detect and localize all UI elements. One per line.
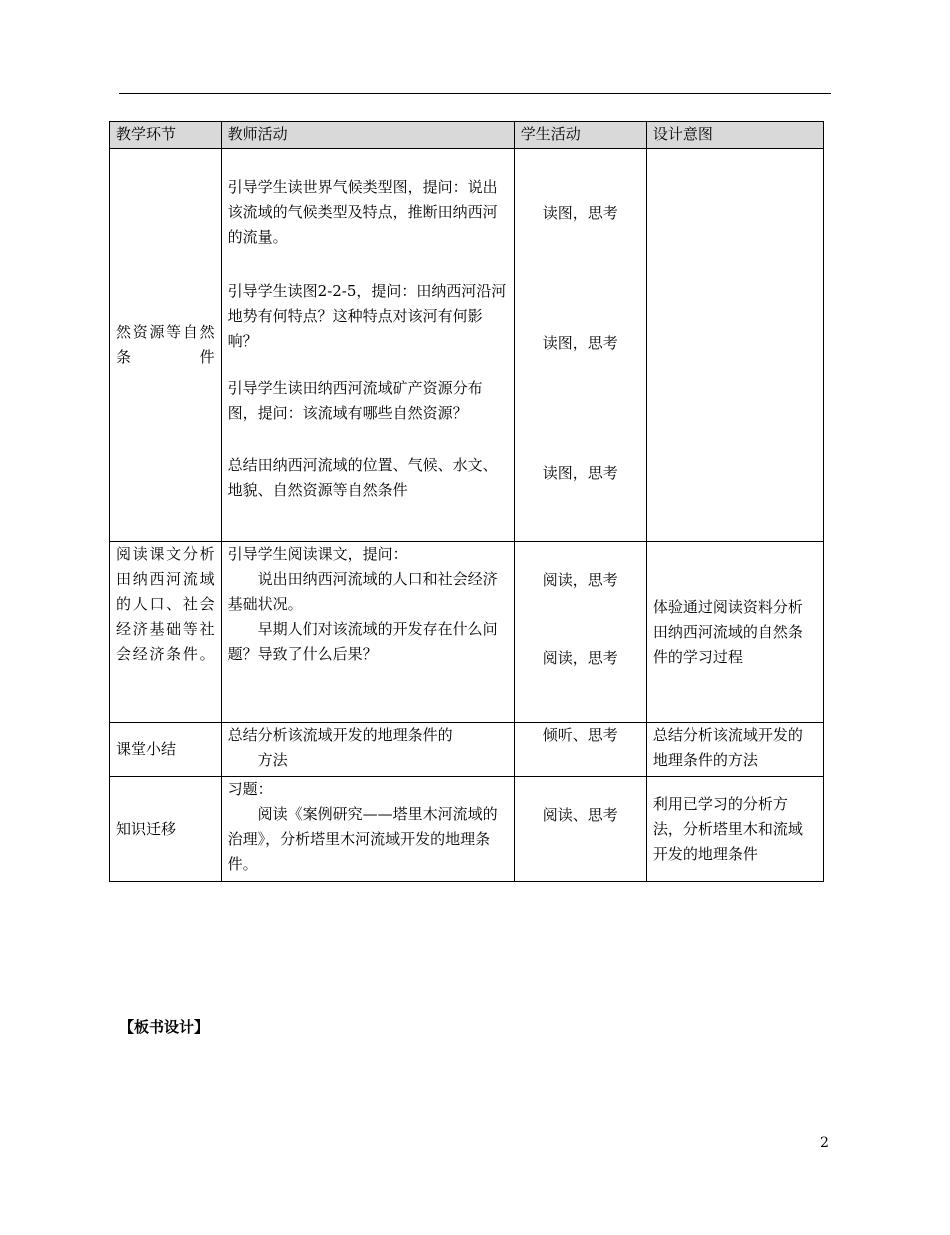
intent-cell bbox=[646, 149, 823, 542]
student-cell bbox=[514, 723, 646, 777]
student-text: 读图，思考 bbox=[542, 334, 618, 352]
student-text: 倾听、思考 bbox=[542, 726, 618, 744]
teacher-text: 引导学生读田纳西河流域矿产资源分布图，提问：该流域有哪些自然资源？ bbox=[227, 379, 483, 422]
student-text: 读图，思考 bbox=[542, 204, 618, 222]
header-stage: 教学环节 bbox=[110, 122, 222, 149]
lesson-table bbox=[109, 121, 824, 882]
student-cell bbox=[514, 149, 646, 542]
teacher-cell bbox=[221, 777, 514, 882]
stage-cell: 课堂小结 bbox=[110, 723, 222, 777]
intent-cell bbox=[646, 777, 823, 882]
intent-text: 利用已学习的分析方法，分析塔里木和流域开发的地理条件 bbox=[652, 794, 803, 863]
table-row bbox=[110, 542, 824, 723]
teacher-cell bbox=[221, 723, 514, 777]
header-rule bbox=[119, 93, 831, 94]
teacher-text: 总结田纳西河流域的位置、气候、水文、地貌、自然资源等自然条件 bbox=[227, 456, 498, 499]
table-row bbox=[110, 149, 824, 542]
board-design-heading: 【板书设计】 bbox=[119, 1018, 210, 1036]
teacher-cell bbox=[221, 542, 514, 723]
teacher-text: 习题： bbox=[227, 780, 273, 798]
table-row bbox=[110, 777, 824, 882]
teacher-text: 早期人们对该流域的开发存在什么问题？导致了什么后果？ bbox=[227, 620, 498, 663]
student-text: 读图，思考 bbox=[542, 464, 618, 482]
stage-cell: 知识迁移 bbox=[110, 777, 222, 882]
teacher-text: 方法 bbox=[257, 751, 288, 769]
stage-cell bbox=[110, 149, 222, 542]
intent-cell bbox=[646, 542, 823, 723]
intent-cell bbox=[646, 723, 823, 777]
teacher-text: 引导学生阅读课文，提问： bbox=[227, 545, 408, 563]
teacher-cell bbox=[221, 149, 514, 542]
student-text: 阅读，思考 bbox=[542, 571, 618, 589]
teacher-text: 总结分析该流域开发的地理条件的 bbox=[227, 726, 453, 744]
student-cell bbox=[514, 542, 646, 723]
teacher-text: 说出田纳西河流域的人口和社会经济基础状况。 bbox=[227, 570, 498, 613]
intent-text: 总结分析该流域开发的地理条件的方法 bbox=[652, 726, 803, 769]
table-row bbox=[110, 723, 824, 777]
student-cell bbox=[514, 777, 646, 882]
student-text: 阅读，思考 bbox=[542, 649, 618, 667]
header-intent: 设计意图 bbox=[646, 122, 823, 149]
header-student: 学生活动 bbox=[514, 122, 646, 149]
teacher-text: 引导学生读图2-2-5，提问：田纳西河沿河地势有何特点？这种特点对该河有何影响？ bbox=[227, 282, 507, 350]
intent-text: 体验通过阅读资料分析田纳西河流域的自然条件的学习过程 bbox=[652, 597, 803, 666]
teacher-text: 阅读《案例研究——塔里木河流域的治理》，分析塔里木河流域开发的地理条件。 bbox=[227, 805, 498, 873]
table-header-row bbox=[110, 122, 824, 149]
stage-cell bbox=[110, 542, 222, 723]
page-number: 2 bbox=[820, 1135, 829, 1151]
header-teacher: 教师活动 bbox=[221, 122, 514, 149]
student-text: 阅读、思考 bbox=[542, 806, 618, 824]
teacher-text: 引导学生读世界气候类型图，提问：说出该流域的气候类型及特点，推断田纳西河的流量。 bbox=[227, 178, 498, 246]
stage-text: 阅读课文分析田纳西河流域的人口、社会经济基础等社会经济条件。 bbox=[116, 545, 215, 663]
stage-text: 然资源等自然条件 bbox=[116, 323, 215, 366]
